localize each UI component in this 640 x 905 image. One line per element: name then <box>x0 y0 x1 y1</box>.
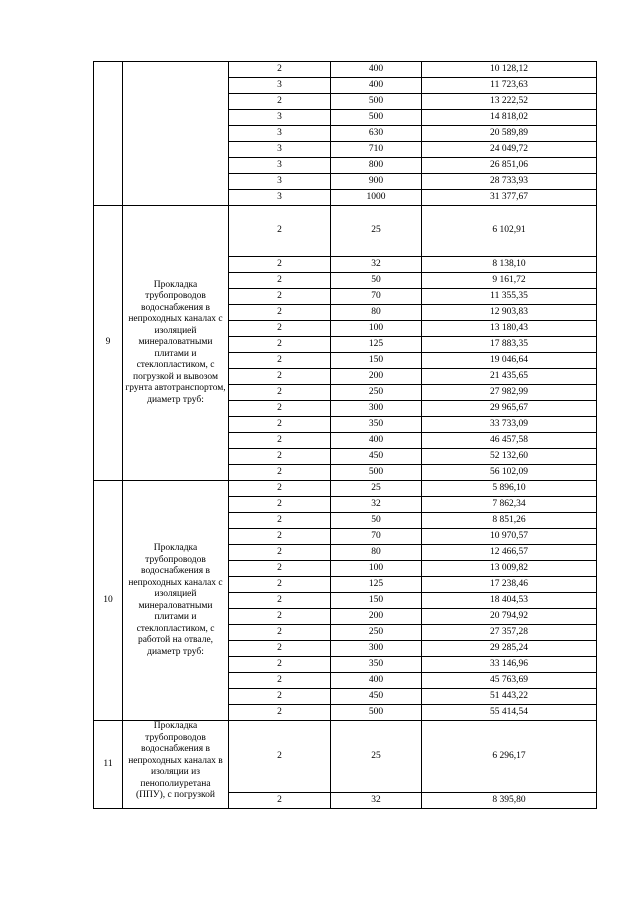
diameter-cell: 25 <box>331 721 422 793</box>
diameter-cell: 300 <box>331 401 422 417</box>
price-cell: 33 146,96 <box>422 657 597 673</box>
item-number: 9 <box>94 206 123 481</box>
price-cell: 8 138,10 <box>422 257 597 273</box>
category-cell: 2 <box>229 609 331 625</box>
price-cell: 20 589,89 <box>422 126 597 142</box>
diameter-cell: 125 <box>331 577 422 593</box>
category-cell: 2 <box>229 62 331 78</box>
category-cell: 2 <box>229 705 331 721</box>
diameter-cell: 50 <box>331 513 422 529</box>
category-cell: 2 <box>229 433 331 449</box>
diameter-cell: 70 <box>331 529 422 545</box>
table-row <box>94 206 597 257</box>
category-cell: 2 <box>229 641 331 657</box>
diameter-cell: 50 <box>331 273 422 289</box>
diameter-cell: 500 <box>331 465 422 481</box>
diameter-cell: 450 <box>331 689 422 705</box>
category-cell: 2 <box>229 497 331 513</box>
price-cell: 10 970,57 <box>422 529 597 545</box>
category-cell: 3 <box>229 110 331 126</box>
price-cell: 19 046,64 <box>422 353 597 369</box>
diameter-cell: 500 <box>331 94 422 110</box>
price-cell: 27 982,99 <box>422 385 597 401</box>
price-cell: 27 357,28 <box>422 625 597 641</box>
price-table <box>93 61 597 809</box>
price-cell: 45 763,69 <box>422 673 597 689</box>
category-cell: 2 <box>229 593 331 609</box>
price-cell: 14 818,02 <box>422 110 597 126</box>
category-cell: 2 <box>229 793 331 809</box>
diameter-cell: 450 <box>331 449 422 465</box>
diameter-cell: 25 <box>331 481 422 497</box>
price-cell: 7 862,34 <box>422 497 597 513</box>
category-cell: 3 <box>229 126 331 142</box>
diameter-cell: 350 <box>331 657 422 673</box>
diameter-cell: 100 <box>331 561 422 577</box>
price-cell: 13 222,52 <box>422 94 597 110</box>
category-cell: 2 <box>229 257 331 273</box>
category-cell: 3 <box>229 142 331 158</box>
price-cell: 24 049,72 <box>422 142 597 158</box>
diameter-cell: 200 <box>331 609 422 625</box>
price-cell: 28 733,93 <box>422 174 597 190</box>
price-cell: 8 851,26 <box>422 513 597 529</box>
price-cell: 29 285,24 <box>422 641 597 657</box>
category-cell: 2 <box>229 481 331 497</box>
diameter-cell: 150 <box>331 593 422 609</box>
item-number: 10 <box>94 481 123 721</box>
category-cell: 2 <box>229 321 331 337</box>
category-cell: 2 <box>229 337 331 353</box>
price-cell: 12 466,57 <box>422 545 597 561</box>
price-cell: 11 723,63 <box>422 78 597 94</box>
diameter-cell: 32 <box>331 497 422 513</box>
category-cell: 2 <box>229 721 331 793</box>
diameter-cell: 250 <box>331 625 422 641</box>
category-cell: 2 <box>229 206 331 257</box>
category-cell: 2 <box>229 545 331 561</box>
category-cell: 3 <box>229 78 331 94</box>
category-cell: 2 <box>229 353 331 369</box>
category-cell: 3 <box>229 174 331 190</box>
price-cell: 13 009,82 <box>422 561 597 577</box>
diameter-cell: 32 <box>331 257 422 273</box>
price-cell: 56 102,09 <box>422 465 597 481</box>
price-cell: 20 794,92 <box>422 609 597 625</box>
category-cell: 2 <box>229 689 331 705</box>
category-cell: 2 <box>229 289 331 305</box>
price-cell: 31 377,67 <box>422 190 597 206</box>
diameter-cell: 400 <box>331 78 422 94</box>
diameter-cell: 400 <box>331 673 422 689</box>
category-cell: 2 <box>229 625 331 641</box>
price-cell: 51 443,22 <box>422 689 597 705</box>
price-cell: 10 128,12 <box>422 62 597 78</box>
diameter-cell: 400 <box>331 62 422 78</box>
category-cell: 2 <box>229 305 331 321</box>
price-cell: 6 296,17 <box>422 721 597 793</box>
diameter-cell: 200 <box>331 369 422 385</box>
diameter-cell: 1000 <box>331 190 422 206</box>
diameter-cell: 500 <box>331 110 422 126</box>
price-cell: 18 404,53 <box>422 593 597 609</box>
diameter-cell: 80 <box>331 305 422 321</box>
price-cell: 17 238,46 <box>422 577 597 593</box>
category-cell: 2 <box>229 561 331 577</box>
work-description <box>123 62 229 206</box>
item-number: 11 <box>94 721 123 809</box>
category-cell: 2 <box>229 273 331 289</box>
price-cell: 55 414,54 <box>422 705 597 721</box>
diameter-cell: 70 <box>331 289 422 305</box>
category-cell: 2 <box>229 94 331 110</box>
category-cell: 2 <box>229 673 331 689</box>
diameter-cell: 400 <box>331 433 422 449</box>
diameter-cell: 250 <box>331 385 422 401</box>
diameter-cell: 125 <box>331 337 422 353</box>
table-row <box>94 481 597 497</box>
price-cell: 21 435,65 <box>422 369 597 385</box>
diameter-cell: 32 <box>331 793 422 809</box>
price-cell: 9 161,72 <box>422 273 597 289</box>
category-cell: 2 <box>229 577 331 593</box>
diameter-cell: 630 <box>331 126 422 142</box>
category-cell: 3 <box>229 158 331 174</box>
work-description: Прокладка трубопроводов водоснабжения в непроходных каналах в изоляции из пенополиуретана (ППУ), с погрузкой <box>123 721 229 809</box>
category-cell: 2 <box>229 369 331 385</box>
price-cell: 46 457,58 <box>422 433 597 449</box>
category-cell: 2 <box>229 385 331 401</box>
price-cell: 13 180,43 <box>422 321 597 337</box>
price-cell: 26 851,06 <box>422 158 597 174</box>
work-description: Прокладка трубопроводов водоснабжения в непроходных каналах с изоляцией минераловатными плитами и стеклопластиком, с работой на отвале, диаметр труб: <box>123 481 229 721</box>
diameter-cell: 150 <box>331 353 422 369</box>
price-cell: 29 965,67 <box>422 401 597 417</box>
price-cell: 5 896,10 <box>422 481 597 497</box>
diameter-cell: 800 <box>331 158 422 174</box>
category-cell: 3 <box>229 190 331 206</box>
category-cell: 2 <box>229 529 331 545</box>
category-cell: 2 <box>229 401 331 417</box>
category-cell: 2 <box>229 657 331 673</box>
item-number <box>94 62 123 206</box>
price-cell: 8 395,80 <box>422 793 597 809</box>
price-table-body <box>94 62 597 809</box>
table-row <box>94 62 597 78</box>
category-cell: 2 <box>229 449 331 465</box>
price-cell: 11 355,35 <box>422 289 597 305</box>
diameter-cell: 100 <box>331 321 422 337</box>
category-cell: 2 <box>229 513 331 529</box>
category-cell: 2 <box>229 465 331 481</box>
price-cell: 33 733,09 <box>422 417 597 433</box>
price-cell: 6 102,91 <box>422 206 597 257</box>
diameter-cell: 900 <box>331 174 422 190</box>
price-cell: 17 883,35 <box>422 337 597 353</box>
price-cell: 12 903,83 <box>422 305 597 321</box>
diameter-cell: 500 <box>331 705 422 721</box>
table-row <box>94 721 597 793</box>
work-description: Прокладка трубопроводов водоснабжения в непроходных каналах с изоляцией минераловатными плитами и стеклопластиком, с погрузкой и вывозом грунта автотранспортом, диаметр труб: <box>123 206 229 481</box>
category-cell: 2 <box>229 417 331 433</box>
price-cell: 52 132,60 <box>422 449 597 465</box>
diameter-cell: 350 <box>331 417 422 433</box>
diameter-cell: 300 <box>331 641 422 657</box>
diameter-cell: 80 <box>331 545 422 561</box>
diameter-cell: 25 <box>331 206 422 257</box>
diameter-cell: 710 <box>331 142 422 158</box>
